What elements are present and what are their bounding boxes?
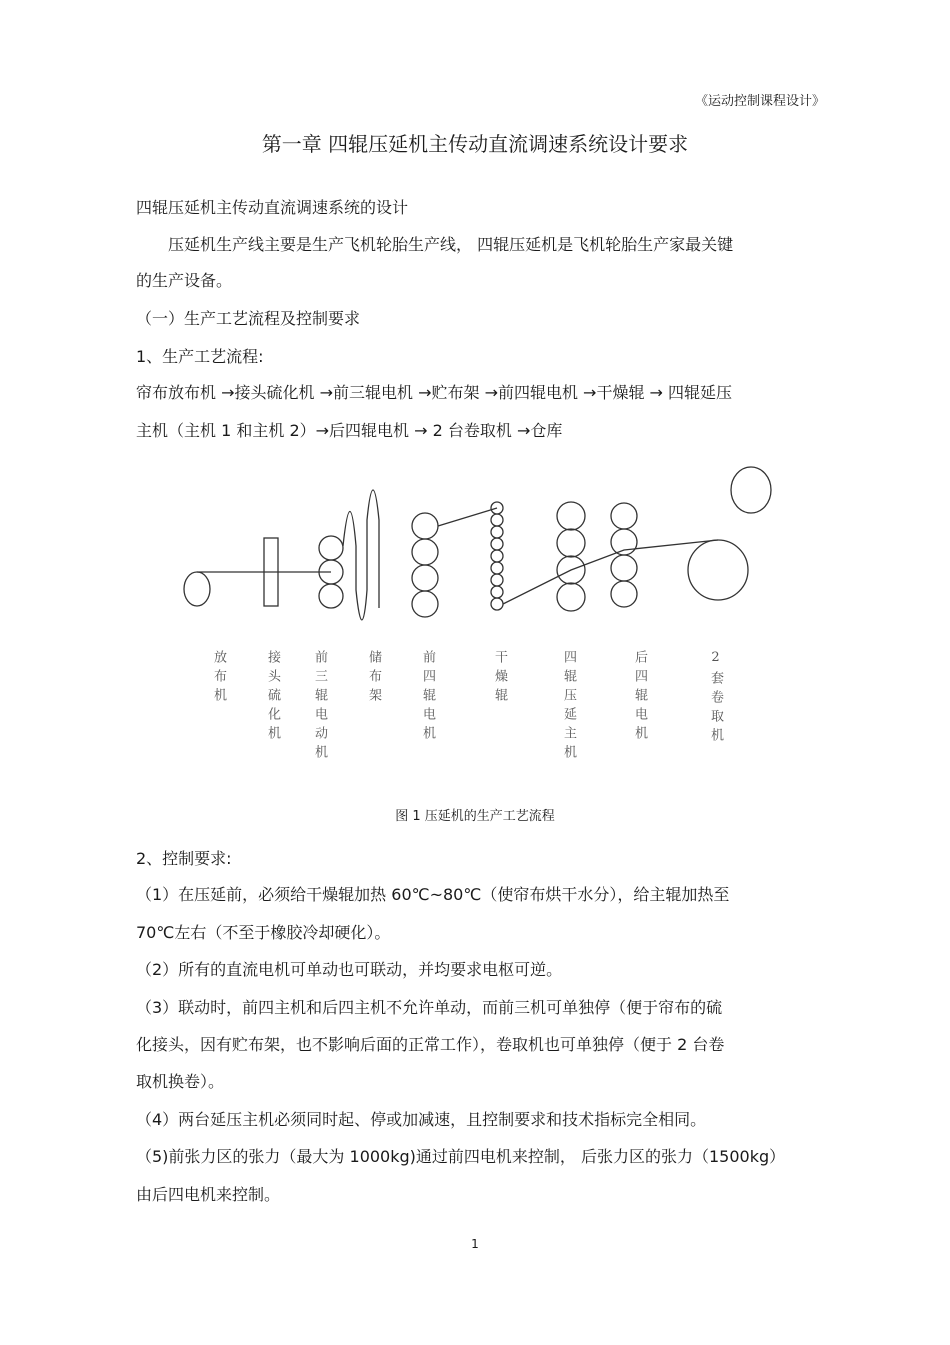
intro-line-2: 的生产设备。 xyxy=(136,271,233,290)
web-to-dryer xyxy=(438,508,497,526)
process-flow-diagram xyxy=(0,460,950,645)
item-heading-2: 2、控制要求: xyxy=(136,849,232,868)
requirement-1-line-2: 70℃左右（不至于橡胶冷却硬化）。 xyxy=(136,923,391,942)
front-four-roll-1 xyxy=(412,513,438,539)
requirement-4: （4）两台延压主机必须同时起、停或加减速，且控制要求和技术指标完全相同。 xyxy=(136,1110,707,1129)
label-unwinder: 放布机 xyxy=(211,650,226,707)
requirement-5-line-1: （5)前张力区的张力（最大为 1000kg)通过前四电机来控制， 后张力区的张力（1500kg） xyxy=(136,1147,786,1166)
running-header: 《运动控制课程设计》 xyxy=(694,94,825,109)
label-front-three-roll: 前三辊电动机 xyxy=(312,650,327,764)
unwinder-roll xyxy=(184,572,210,606)
calender-roll-2 xyxy=(557,529,585,557)
label-festoon: 储布架 xyxy=(366,650,381,707)
rear-four-roll-4 xyxy=(611,581,637,607)
rear-four-roll-1 xyxy=(611,503,637,529)
label-rear-four-roll: 后四辊电机 xyxy=(632,650,647,745)
winder-roll-lower xyxy=(688,540,748,600)
label-winder: 2套卷取机 xyxy=(708,650,723,747)
requirement-3-line-2: 化接头，因有贮布架，也不影响后面的正常工作），卷取机也可单独停（便于 2 台卷 xyxy=(136,1035,725,1054)
intro-line-1: 压延机生产线主要是生产飞机轮胎生产线， 四辊压延机是飞机轮胎生产家最关键 xyxy=(168,235,734,254)
requirement-3-line-1: （3）联动时，前四主机和后四主机不允许单动，而前三机可单独停（便于帘布的硫 xyxy=(136,998,723,1017)
label-front-four-roll: 前四辊电机 xyxy=(420,650,435,745)
item-heading-1: 1、生产工艺流程: xyxy=(136,347,264,366)
label-calender: 四辊压延主机 xyxy=(561,650,576,764)
festoon-loops xyxy=(343,490,379,620)
flow-line-1: 帘布放布机 →接头硫化机 →前三辊电机 →贮布架 →前四辊电机 →干燥辊 → 四辊延压 xyxy=(136,383,733,402)
calender-roll-1 xyxy=(557,502,585,530)
label-dryer: 干燥辊 xyxy=(492,650,507,707)
flow-line-2: 主机（主机 1 和主机 2）→后四辊电机 → 2 台卷取机 →仓库 xyxy=(136,421,563,440)
section-heading-1: （一）生产工艺流程及控制要求 xyxy=(136,309,361,328)
front-four-roll-3 xyxy=(412,565,438,591)
requirement-5-line-2: 由后四电机来控制。 xyxy=(136,1185,281,1204)
page-number: 1 xyxy=(471,1237,479,1251)
rear-four-roll-3 xyxy=(611,555,637,581)
requirement-3-line-3: 取机换卷）。 xyxy=(136,1072,225,1091)
calender-roll-4 xyxy=(557,583,585,611)
label-splicer: 接头硫化机 xyxy=(265,650,280,745)
front-three-roll-1 xyxy=(319,536,343,560)
requirement-1-line-1: （1）在压延前，必须给干燥辊加热 60℃~80℃（使帘布烘干水分），给主辊加热至 xyxy=(136,885,730,904)
dryer-rolls xyxy=(491,502,503,610)
figure-caption: 图 1 压延机的生产工艺流程 xyxy=(395,809,555,824)
front-four-roll-4 xyxy=(412,591,438,617)
chapter-title: 第一章 四辊压延机主传动直流调速系统设计要求 xyxy=(261,132,689,156)
winder-roll-upper xyxy=(731,467,771,513)
rear-four-roll-2 xyxy=(611,529,637,555)
requirement-2: （2）所有的直流电机可单动也可联动，并均要求电枢可逆。 xyxy=(136,960,563,979)
front-four-roll-2 xyxy=(412,539,438,565)
front-three-roll-3 xyxy=(319,584,343,608)
section-subtitle: 四辊压延机主传动直流调速系统的设计 xyxy=(136,198,409,217)
